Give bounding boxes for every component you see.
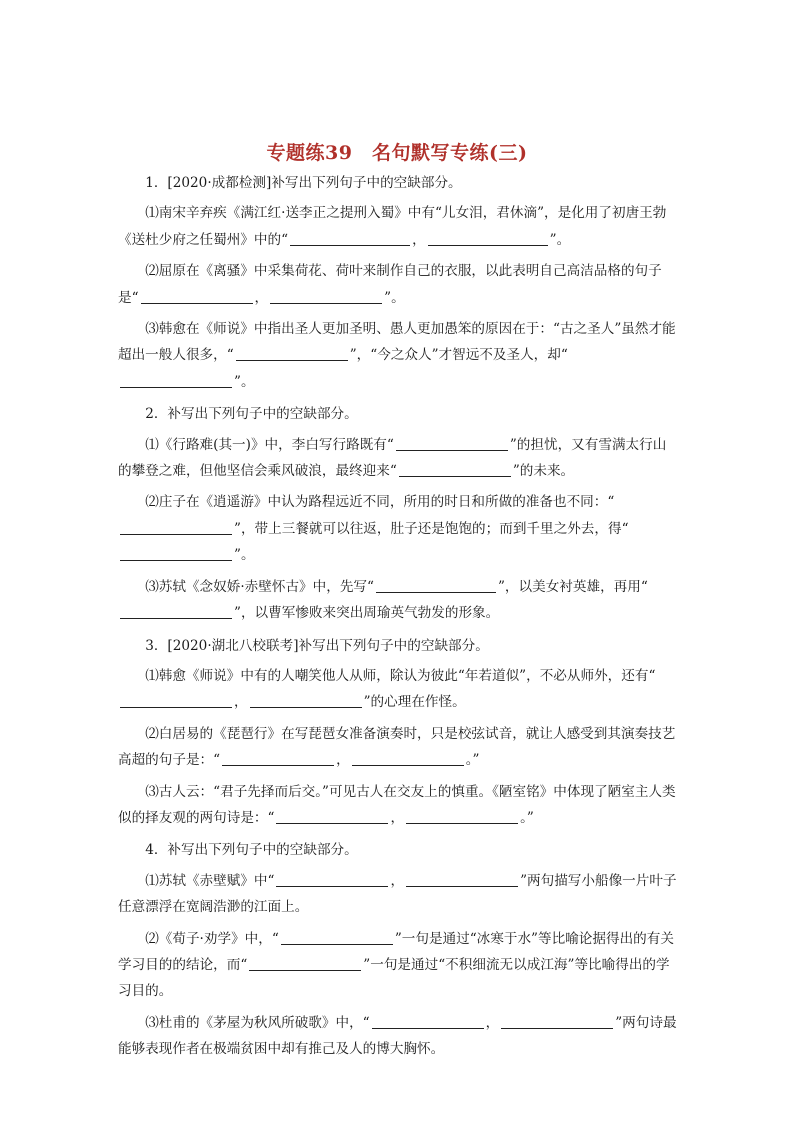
question-3-item-1 <box>118 663 678 716</box>
item-text: ⑶古人云：“君子先择而后交。”可见古人在交友上的慎重。《陋室铭》中体现了陋室主人类似的择友观的两句诗是：“ <box>118 783 676 826</box>
answer-blank[interactable] <box>120 545 232 561</box>
question-3-item-3 <box>118 779 678 832</box>
answer-blank[interactable] <box>406 871 518 887</box>
item-text: ⑶韩愈在《师说》中指出圣人更加圣明、愚人更加愚笨的原因在于：“古之圣人”虽然才能超出一般人很多，“ <box>118 321 676 364</box>
answer-blank[interactable] <box>276 871 388 887</box>
question-1-item-2 <box>118 258 678 311</box>
question-4-item-3 <box>118 1010 678 1063</box>
item-text: ， <box>336 752 350 769</box>
answer-blank[interactable] <box>406 808 518 824</box>
question-1-head: 1．[2020·成都检测]补写出下列句子中的空缺部分。 <box>145 175 462 191</box>
answer-blank[interactable] <box>222 750 334 766</box>
answer-blank[interactable] <box>501 1013 613 1029</box>
item-text: ”，带上三餐就可以往返，肚子还是饱饱的；而到千里之外去，得“ <box>234 520 629 537</box>
item-text: ”，以曹军惨败来突出周瑜英气勃发的形象。 <box>234 605 500 622</box>
item-text: ”。 <box>234 547 255 564</box>
question-1-item-3 <box>118 316 678 395</box>
item-text: ”。 <box>234 373 255 390</box>
answer-blank[interactable] <box>270 288 382 304</box>
answer-blank[interactable] <box>396 435 508 451</box>
question-4-item-2 <box>118 926 678 1005</box>
item-text: ， <box>390 809 405 826</box>
answer-blank[interactable] <box>120 519 232 535</box>
answer-blank[interactable] <box>352 750 464 766</box>
question-2-item-1 <box>118 432 678 485</box>
item-text: ， <box>254 289 269 306</box>
item-text: ”一句是通过“冰寒于水”等比喻论据得出的有关学习目的的结论，而“ <box>118 930 674 973</box>
item-text: ”。 <box>549 231 571 248</box>
item-text: ⑵《荀子·劝学》中，“ <box>145 930 279 947</box>
item-text: 。” <box>465 752 480 769</box>
item-text: ⑶苏轼《念奴娇·赤壁怀古》中，先写“ <box>145 578 374 595</box>
item-text: ⑴苏轼《赤壁赋》中“ <box>145 872 275 889</box>
answer-blank[interactable] <box>236 345 348 361</box>
item-text: ”。 <box>384 289 405 306</box>
answer-blank[interactable] <box>141 288 253 304</box>
item-text: ”的担忧，又有雪满太行山的攀登之难，但他坚信会乘风破浪，最终迎来“ <box>118 436 667 480</box>
answer-blank[interactable] <box>428 230 548 246</box>
answer-blank[interactable] <box>250 692 362 708</box>
question-4-head: 4．补写出下列句子中的空缺部分。 <box>145 842 358 859</box>
item-text: ⑵庄子在《逍遥游》中认为路程远近不同，所用的时日和所做的准备也不同：“ <box>145 494 615 511</box>
page-title: 专题练39 名句默写专练(三) <box>266 142 528 164</box>
answer-blank[interactable] <box>399 461 511 477</box>
item-text: ⑴《行路难(其一)》中，李白写行路既有“ <box>145 436 394 453</box>
question-1-item-1 <box>118 200 678 253</box>
item-text: ， <box>390 872 405 889</box>
item-text: ”的心理在作怪。 <box>363 694 466 711</box>
item-text: ”一句是通过“不积细流无以成江海”等比喻得出的学习目的。 <box>118 956 670 1000</box>
answer-blank[interactable] <box>120 372 232 388</box>
question-2-item-2 <box>118 489 678 568</box>
item-text: ， <box>234 694 248 711</box>
item-text: ， <box>412 231 426 248</box>
question-4-item-1 <box>118 868 678 921</box>
item-text: ⑴韩愈《师说》中有的人嘲笑他人从师，除认为彼此“年若道似”，不必从师外，还有“ <box>145 667 656 684</box>
item-text: ⑵白居易的《琵琶行》在写琵琶女准备演奏时，只是校弦试音，就让人感受到其演奏技艺高超的句子是：“ <box>118 725 676 769</box>
question-list <box>118 170 678 1063</box>
answer-blank[interactable] <box>276 808 388 824</box>
answer-blank[interactable] <box>376 577 496 593</box>
item-text: ”，以美女衬英雄，再用“ <box>497 578 648 595</box>
answer-blank[interactable] <box>120 692 232 708</box>
question-2-head: 2．补写出下列句子中的空缺部分。 <box>145 406 358 423</box>
item-text: 。” <box>520 809 534 826</box>
answer-blank[interactable] <box>290 230 410 246</box>
question-2-item-3 <box>118 574 678 627</box>
question-3-head: 3．[2020·湖北八校联考]补写出下列句子中的空缺部分。 <box>145 637 489 654</box>
item-text: ”，“今之众人”才智远不及圣人，却“ <box>349 347 568 364</box>
item-text: ”的未来。 <box>512 463 575 480</box>
answer-blank[interactable] <box>372 1013 484 1029</box>
answer-blank[interactable] <box>120 603 232 619</box>
answer-blank[interactable] <box>249 955 361 971</box>
item-text: ， <box>485 1014 500 1031</box>
item-text: ”两句描写小船像一片叶子任意漂浮在宽阔浩渺的江面上。 <box>118 872 677 916</box>
item-text: ⑵屈原在《离骚》中采集荷花、荷叶来制作自己的衣服，以此表明自己高洁品格的句子是“ <box>118 263 662 306</box>
item-text: ”两句诗最能够表现作者在极端贫困中却有推己及人的博大胸怀。 <box>118 1014 677 1058</box>
question-3-item-2 <box>118 721 678 774</box>
answer-blank[interactable] <box>281 929 393 945</box>
item-text: ⑶杜甫的《茅屋为秋风所破歌》中，“ <box>145 1014 370 1031</box>
item-text: ⑴南宋辛弃疾《满江红·送李正之提刑入蜀》中有“儿女泪，君休滴”，是化用了初唐王勃《送杜少府之任蜀州》中的“ <box>118 205 667 248</box>
